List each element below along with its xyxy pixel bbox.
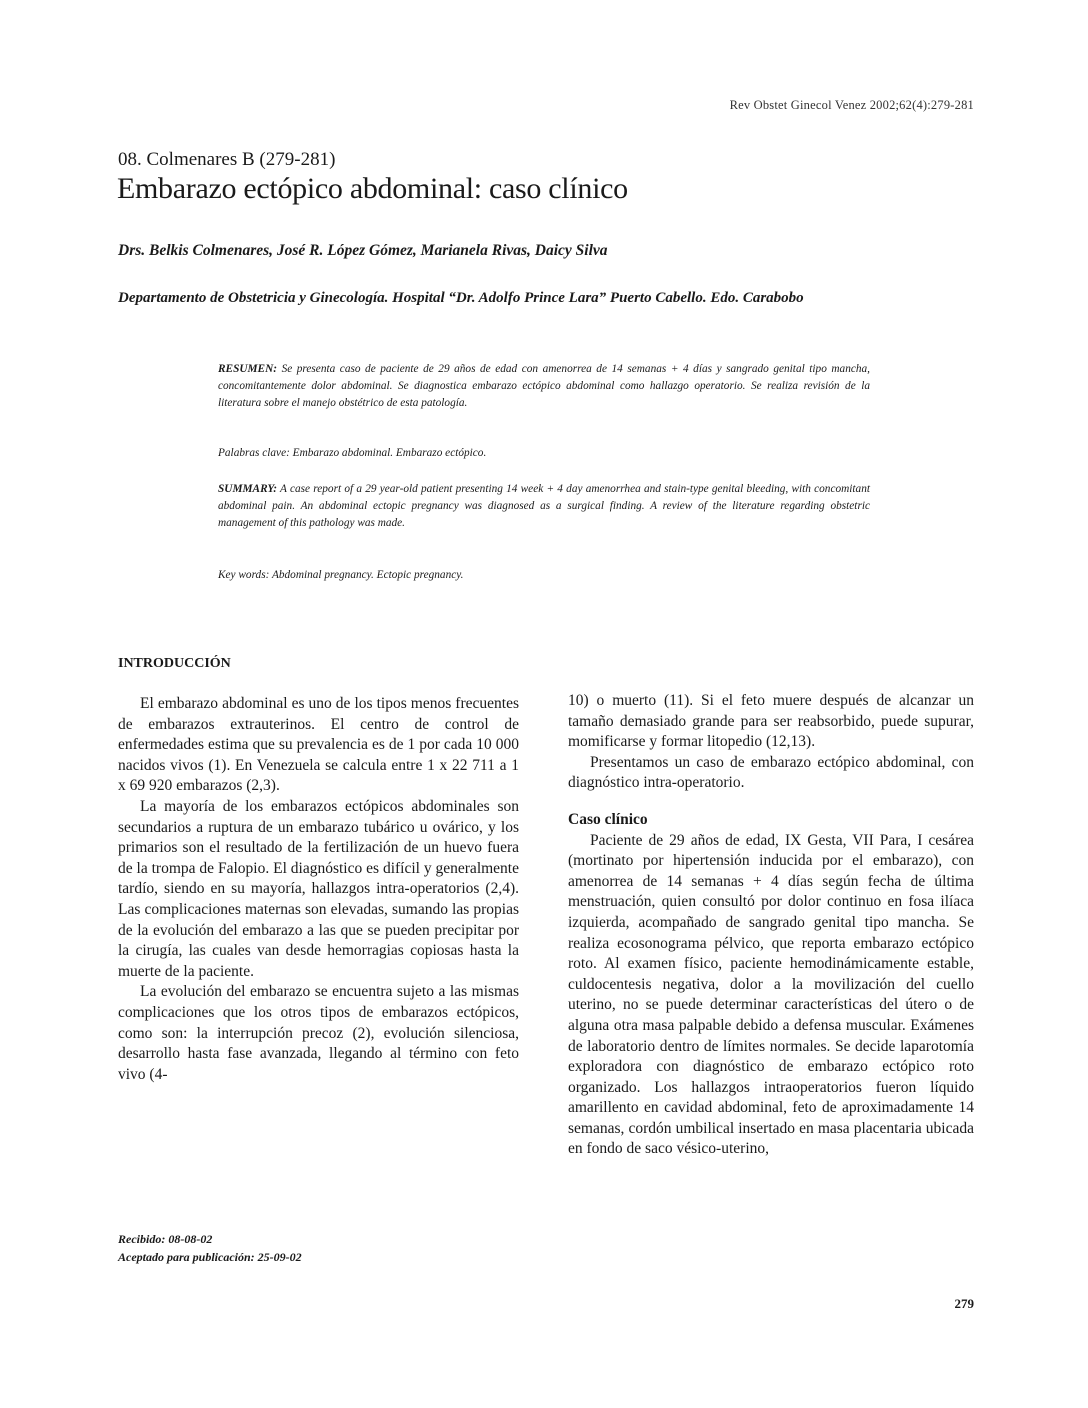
page-number: 279	[954, 1296, 974, 1311]
dates-block	[118, 1230, 302, 1266]
intro-paragraph-4: Presentamos un caso de embarazo ectópico abdominal, con diagnóstico intra-operatorio.	[568, 753, 974, 792]
palabras-clave: Palabras clave: Embarazo abdominal. Embarazo ectópico.	[218, 447, 487, 459]
resumen-text: Se presenta caso de paciente de 29 años de edad con amenorrea de 14 semanas + 4 días y sangrado genital tipo mancha, concomitantemente dolor abdominal. Se diagnostica embarazo ectópico abdominal como hallazgo operatorio. Se realiza revisión de la literatura sobre el manejo obstétrico de esta patología.	[218, 363, 870, 409]
intro-paragraph-3-continued: 10) o muerto (11). Si el feto muere después de alcanzar un tamaño demasiado grande para ser reabsorbido, puede supurar, momificarse y formar litopedio (12,13).	[568, 692, 974, 751]
authors: Drs. Belkis Colmenares, José R. López Gómez, Marianela Rivas, Daicy Silva	[118, 242, 608, 259]
right-column	[568, 691, 974, 1160]
affiliation: Departamento de Obstetricia y Ginecología. Hospital “Dr. Adolfo Prince Lara” Puerto Cabello. Edo. Carabobo	[118, 290, 804, 306]
intro-paragraph-3: La evolución del embarazo se encuentra sujeto a las mismas complicaciones que los otros tipos de embarazos ectópicos, como son: la interrupción precoz (2), evolución silenciosa, desarrollo hasta fase avanzada, llegando al término con feto vivo (4-	[118, 983, 519, 1083]
summary-text: A case report of a 29 year-old patient presenting 14 week + 4 day amenorrhea and stain-type genital bleeding, with concomitant abdominal pain. An abdominal ectopic pregnancy was diagnosed as a surgical finding. A review of the literature regarding obstetric management of this pathology was made.	[218, 483, 870, 529]
section-heading-introduccion: INTRODUCCIÓN	[118, 656, 231, 671]
summary	[218, 481, 870, 532]
summary-label: SUMMARY:	[218, 483, 278, 495]
accepted-date: Aceptado para publicación: 25-09-02	[118, 1250, 302, 1264]
section-heading-caso-clinico: Caso clínico	[568, 810, 648, 828]
received-date: Recibido: 08-08-02	[118, 1232, 213, 1246]
resumen	[218, 361, 870, 412]
case-paragraph-1: Paciente de 29 años de edad, IX Gesta, VII Para, I cesárea (mortinato por hipertensión inducida por el embarazo), con amenorrea de 14 semanas + 4 días según fecha de última menstruación, quien consultó por dolor continuo en fosa ilíaca izquierda, acompañado de sangrado genital tipo mancha. Se realiza ecosonograma pélvico, que reporta embarazo ectópico roto. Al examen físico, paciente hemodinámicamente estable, culdocentesis negativa, dolor a la movilización del cuello uterino, no se puede determinar características del útero o de alguna otra masa palpable debido a defensa muscular. Exámenes de laboratorio dentro de límites normales. Se decide laparotomía exploradora con diagnóstico de embarazo ectópico roto organizado. Los hallazgos intraoperatorios fueron líquido amarillento en cavidad abdominal, feto de aproximadamente 14 semanas, cordón umbilical insertado en masa placentaria ubicada en fondo de saco vésico-uterino,	[568, 831, 974, 1158]
resumen-label: RESUMEN:	[218, 363, 278, 375]
article-number: 08. Colmenares B (279-281)	[118, 149, 336, 170]
key-words: Key words: Abdominal pregnancy. Ectopic pregnancy.	[218, 569, 464, 581]
journal-reference: Rev Obstet Ginecol Venez 2002;62(4):279-281	[729, 98, 974, 112]
intro-paragraph-1: El embarazo abdominal es uno de los tipos menos frecuentes de embarazos extrauterinos. El centro de control de enfermedades estima que su prevalencia es de 1 por cada 10 000 nacidos vivos (1). En Venezuela se calcula entre 1 x 22 711 a 1 x 69 920 embarazos (2,3).	[118, 695, 519, 795]
article-title: Embarazo ectópico abdominal: caso clínico	[117, 172, 628, 205]
left-column	[118, 694, 519, 1085]
intro-paragraph-2: La mayoría de los embarazos ectópicos abdominales son secundarios a ruptura de un embarazo tubárico u ovárico, y los primarios son el resultado de la fertilización de un huevo fuera de la trompa de Falopio. El diagnóstico es difícil y generalmente tardío, siendo en su mayoría, hallazgos intra-operatorios (2,4). Las complicaciones maternas son elevadas, sumando las propias de la evolución del embarazo a las que se pueden precipitar por la cirugía, las cuales van desde hemorragias copiosas hasta la muerte de la paciente.	[118, 797, 519, 980]
